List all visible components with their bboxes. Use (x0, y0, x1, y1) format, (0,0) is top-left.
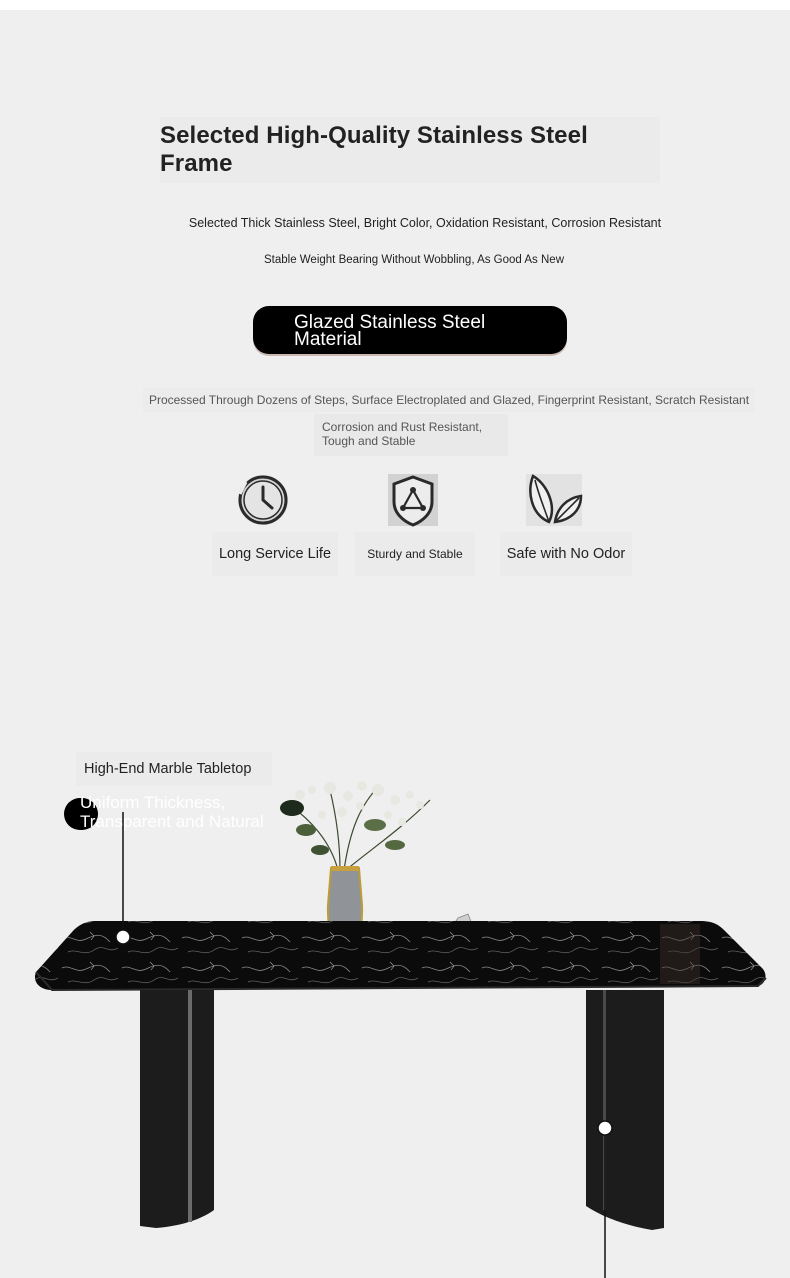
leaves-icon (523, 472, 583, 528)
tabletop-desc-line-1: Uniform Thickness, (80, 793, 226, 812)
process-description: Processed Through Dozens of Steps, Surface Electroplated and Glazed, Fingerprint Resistant, Scratch Resistant (143, 388, 755, 412)
tabletop-desc-line-2: Transparent and Natural (80, 812, 264, 831)
table-leg-left (140, 990, 214, 1228)
callout-dot-tabletop (116, 930, 130, 944)
tabletop-title: High-End Marble Tabletop (76, 752, 272, 786)
tabletop-description (80, 793, 290, 831)
material-badge-label (294, 314, 534, 348)
marble-tabletop (35, 921, 766, 990)
callout-dot-leg (598, 1121, 612, 1135)
subtitle-line-1: Selected Thick Stainless Steel, Bright Color, Oxidation Resistant, Corrosion Resistant (188, 216, 662, 230)
corrosion-description (314, 414, 508, 456)
table-leg-right (586, 990, 664, 1230)
subtitle-line-2: Stable Weight Bearing Without Wobbling, As Good As New (263, 254, 565, 266)
material-badge (253, 306, 567, 354)
flower-bouquet (280, 781, 430, 870)
corrosion-line-2: Tough and Stable (322, 434, 416, 448)
clock-icon (233, 472, 293, 528)
page-title: Selected High-Quality Stainless Steel Frame (160, 117, 660, 183)
feature-label-safe-no-odor: Safe with No Odor (500, 532, 632, 576)
feature-label-long-service-life: Long Service Life (212, 532, 338, 576)
corrosion-line-1: Corrosion and Rust Resistant, (322, 420, 483, 434)
feature-label-sturdy-and-stable: Sturdy and Stable (355, 532, 475, 576)
material-badge-line-2: Material (294, 329, 362, 350)
shield-triangle-icon (383, 472, 443, 528)
material-badge-line-1: Glazed Stainless Steel (294, 312, 486, 333)
